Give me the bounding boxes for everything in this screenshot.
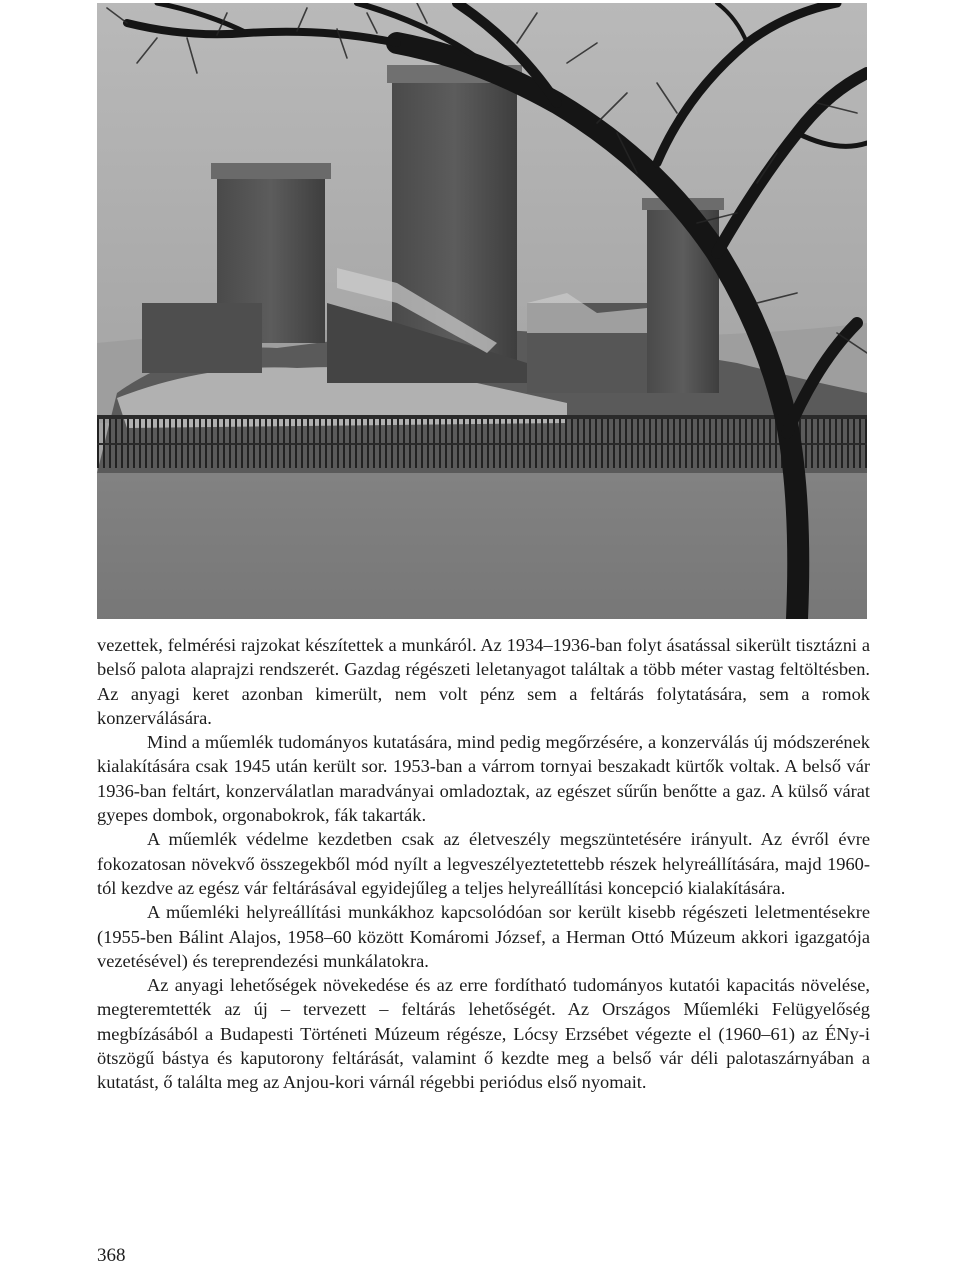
paragraph: Az anyagi lehetőségek növekedése és az erre fordítható tudományos kutatói kapacitás növelése, megteremtették az új – tervezett – feltárás lehetőségét. Az Országos Műemléki Felügyelőség megbízásából a Budapesti Történeti Múzeum régésze, Lócsy Erzsébet végezte el (1960–61) az ÉNy-i ötszögű bástya és kaputorony feltárását, valamint ő kezdte meg a belső vár déli palotaszárnyában a kutatást, ő találta meg az Anjou-kori várnál régebbi periódus első nyomait. (97, 975, 870, 1093)
paragraph: vezettek, felmérési rajzokat készítettek a munkáról. Az 1934–1936-ban folyt ásatással sikerült tisztázni a belső palota alaprajzi rendszerét. Gazdag régészeti leletanyagot találtak a több méter vastag feltöltésben. Az anyagi keret azonban kimerült, nem volt pénz sem a feltárás folytatására, sem a romok konzerválására. (97, 635, 870, 728)
paragraph: Mind a műemlék tudományos kutatására, mind pedig megőrzésére, a konzerválás új módszerének kialakítására csak 1945 után került sor. 1953-ban a várrom tornyai beszakadt kürtők voltak. A belső vár 1936-ban feltárt, konzerválatlan maradványai omladoztak, az egészet sűrűn benőtte a gaz. A külső várat gyepes dombok, orgonabokrok, fák takarták. (97, 732, 870, 826)
paragraph: A műemléki helyreállítási munkákhoz kapcsolódóan sor került kisebb régészeti leletmentésekre (1955-ben Bálint Alajos, 1958–60 között Komáromi József, a Herman Ottó Múzeum akkori igazgatója vezetésével) és tereprendezési munkálatokra. (97, 902, 870, 971)
paragraph: A műemlék védelme kezdetben csak az életveszély megszüntetésére irányult. Az évről évre fokozatosan növekvő összegekből mód nyílt a legveszélyeztetettebb részek helyreállítására, majd 1960-tól kezdve az egész vár feltárásával egyidejűleg a teljes helyreállítási koncepció kialakítására. (97, 829, 870, 898)
body-text (97, 633, 870, 1095)
page-number: 368 (97, 1245, 126, 1266)
castle-ruins-photo (97, 3, 867, 619)
